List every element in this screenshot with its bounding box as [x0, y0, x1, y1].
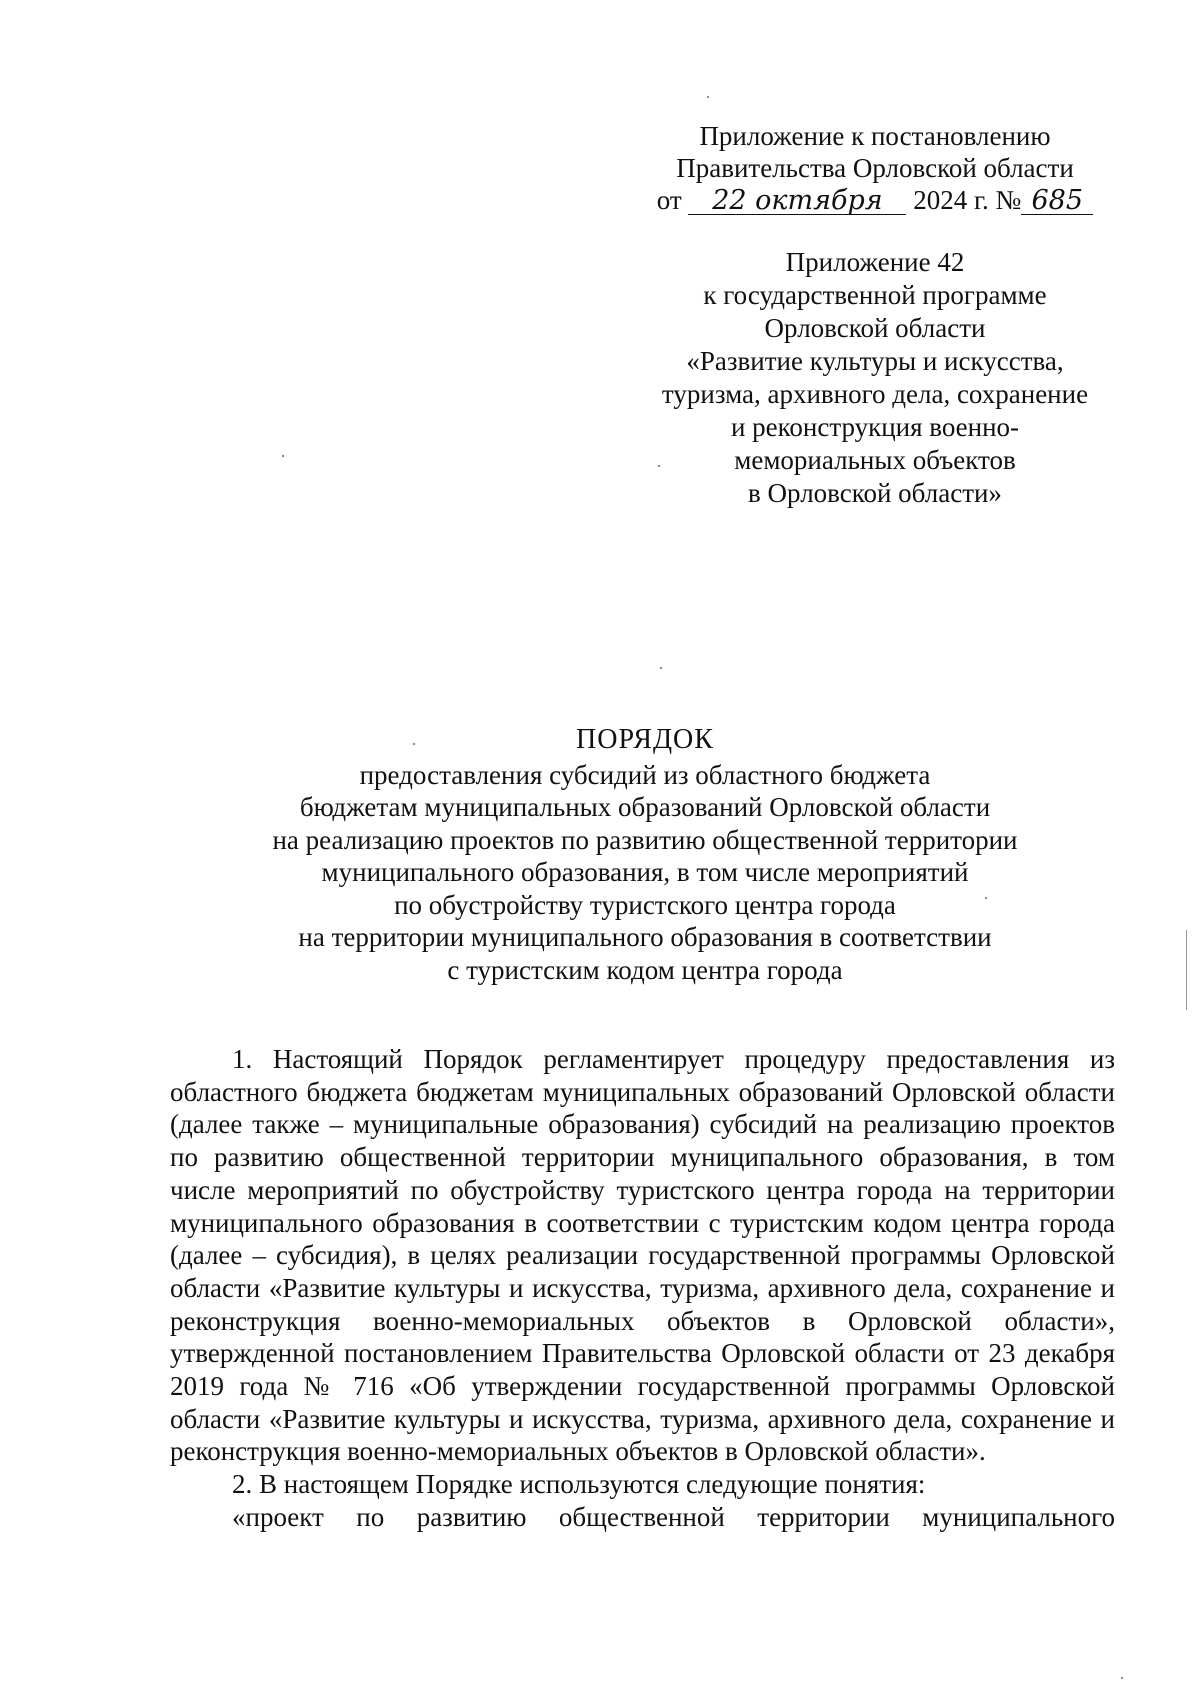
document-body	[170, 1043, 1115, 1534]
paragraph-3: «проект по развитию общественной территории муниципального	[232, 1501, 1115, 1532]
header-date-line	[640, 184, 1110, 216]
scan-speck	[707, 96, 709, 98]
title-line: предоставления субсидий из областного бюджета	[359, 759, 931, 790]
scan-speck	[660, 667, 662, 669]
paragraph-2: 2. В настоящем Порядке используются следующие понятия:	[232, 1469, 926, 1500]
paragraph-1: 1. Настоящий Порядок регламентирует процедуру предоставления из областного бюджета бюджетам муниципальных образований Орловской области (далее также – муниципальные образования) субсидий на реализацию проектов по развитию общественной территории муниципального образования, в том числе мероприятий по обустройству туристского центра города на территории муниципального образования в соответствии с туристским кодом центра города (далее – субсидия), в целях реализации государственной программы Орловской области «Развитие культуры и искусства, туризма, архивного дела, сохранение и реконструкция военно-мемориальных объектов в Орловской области», утвержденной постановлением Правительства Орловской области от 23 декабря 2019 года № 716 «Об утверждении государственной программы Орловской области «Развитие культуры и искусства, туризма, архивного дела, сохранение и реконструкция военно-мемориальных объектов в Орловской области».	[170, 1044, 1115, 1467]
scan-speck	[413, 743, 415, 745]
handwritten-number: 685	[1021, 188, 1093, 215]
scan-edge-mark	[1186, 930, 1187, 1010]
appendix-line: и реконструкция военно-	[730, 412, 1020, 442]
appendix-line: Приложение 42	[785, 247, 965, 277]
title-line: на реализацию проектов по развитию общественной территории	[272, 824, 1018, 855]
title-line: бюджетам муниципальных образований Орловской области	[299, 792, 991, 822]
scan-speck	[985, 897, 987, 899]
title-heading: ПОРЯДОК	[576, 724, 714, 755]
title-line: по обустройству туристского центра города	[394, 889, 896, 920]
year-text: 2024 г. №	[913, 185, 1022, 215]
resolution-attachment-header	[640, 120, 1110, 216]
scan-speck	[658, 465, 660, 467]
scan-speck	[282, 455, 284, 457]
title-line: на территории муниципального образования в соответствии	[298, 922, 992, 952]
handwritten-date: 22 октября	[688, 188, 906, 215]
header-line-1: Приложение к постановлению	[699, 121, 1051, 151]
scan-speck	[1121, 1677, 1123, 1679]
header-line-2: Правительства Орловской области	[676, 153, 1074, 183]
date-prefix: от	[656, 185, 682, 215]
appendix-line: туризма, архивного дела, сохранение	[661, 379, 1089, 409]
appendix-line: в Орловской области»	[748, 478, 1002, 508]
appendix-line: «Развитие культуры и искусства,	[686, 346, 1064, 376]
appendix-line: к государственной программе	[703, 280, 1047, 310]
appendix-line: мемориальных объектов	[734, 445, 1016, 475]
title-line: с туристским кодом центра города	[447, 954, 843, 985]
program-appendix-header	[640, 246, 1110, 510]
document-title	[170, 724, 1120, 986]
appendix-line: Орловской области	[764, 313, 986, 343]
title-line: муниципального образования, в том числе мероприятий	[321, 857, 969, 887]
